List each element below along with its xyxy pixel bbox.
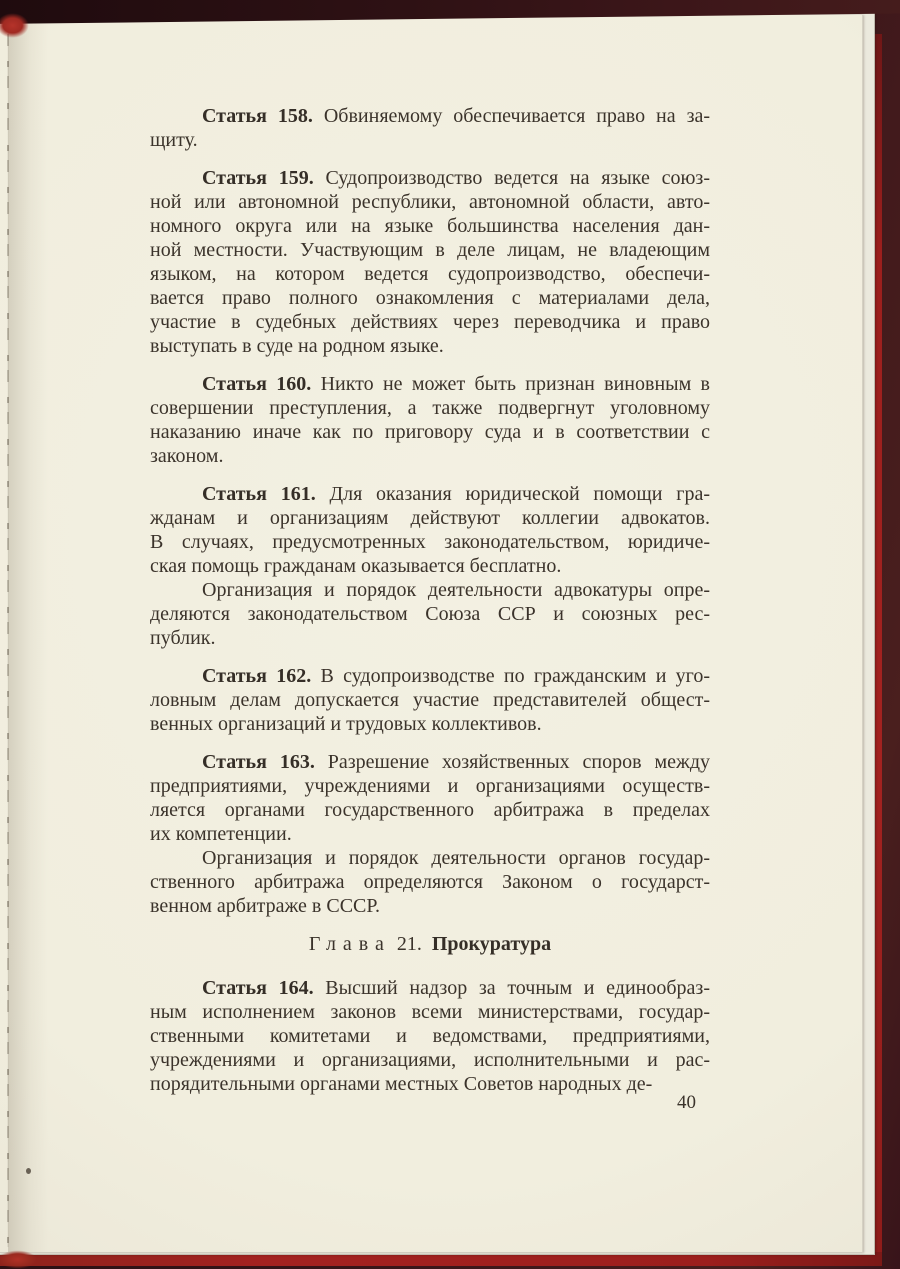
line-text: Обвиняемому обеспечивается право на за- [323, 105, 711, 127]
text-line [150, 372, 710, 396]
text-line [150, 1024, 710, 1048]
article-block [150, 372, 710, 468]
text-line [150, 822, 710, 846]
line-text: Никто не может быть признан виновным в [320, 373, 711, 395]
text-line [150, 750, 710, 774]
article-label: Статья 162. [202, 665, 312, 687]
line-text: публик. [150, 627, 216, 649]
line-text: ной местности. Участвующим в деле лицам, не владеющим [150, 239, 710, 261]
article-label: Статья 164. [202, 977, 314, 999]
line-text: совершении преступления, а также подвергнут уголовному [150, 397, 710, 419]
line-text: щиту. [150, 129, 198, 151]
text-line [150, 506, 710, 530]
article-block [150, 166, 710, 358]
line-text: В случаях, предусмотренных законодательством, юридиче- [150, 531, 710, 553]
article-label: Статья 160. [202, 373, 312, 395]
text-line [150, 626, 710, 650]
line-text: участие в судебных действиях через переводчика и право [150, 311, 710, 333]
chapter-word: Глава [308, 933, 391, 955]
text-line [150, 104, 710, 128]
page-text-block [150, 104, 710, 1096]
paragraph-block [150, 846, 710, 918]
line-text: их компетенции. [150, 823, 292, 845]
line-text: Организация и порядок деятельности адвокатуры опре- [202, 579, 710, 601]
text-line [150, 310, 710, 334]
text-line [150, 396, 710, 420]
article-block [150, 104, 710, 152]
text-line [150, 554, 710, 578]
line-text: Судопроизводство ведется на языке союз- [325, 167, 710, 189]
line-text: законом. [150, 445, 224, 467]
text-line [150, 444, 710, 468]
text-line [150, 214, 710, 238]
line-text: деляются законодательством Союза ССР и союзных рес- [150, 603, 710, 625]
text-line [150, 420, 710, 444]
article-block [150, 750, 710, 846]
text-line [150, 482, 710, 506]
text-line [150, 664, 710, 688]
line-text: Организация и порядок деятельности органов государ- [202, 847, 710, 869]
binding-gutter-line [7, 19, 9, 1247]
red-paint-smudge-bottom-left [0, 1250, 44, 1269]
page-gutter-shadow [8, 15, 48, 1252]
text-line [150, 976, 710, 1000]
line-text: венных организаций и трудовых коллективов. [150, 713, 542, 735]
line-text: Разрешение хозяйственных споров между [327, 751, 710, 773]
text-line [150, 688, 710, 712]
line-text: жданам и организациям действуют коллегии адвокатов. [150, 507, 710, 529]
text-line [150, 846, 710, 870]
chapter-heading [150, 932, 710, 956]
text-line [150, 798, 710, 822]
line-text: ловным делам допускается участие представителей общест- [150, 689, 710, 711]
text-line [150, 578, 710, 602]
text-line [150, 712, 710, 736]
line-text: номного округа или на языке большинства населения дан- [150, 215, 710, 237]
line-text: ной или автономной республики, автономной области, авто- [150, 191, 710, 213]
line-text: предприятиями, учреждениями и организациями осуществ- [150, 775, 710, 797]
text-line [150, 262, 710, 286]
line-text: ская помощь гражданам оказывается бесплатно. [150, 555, 562, 577]
line-text: ственными комитетами и ведомствами, предприятиями, [150, 1025, 710, 1047]
text-line [150, 286, 710, 310]
line-text: Для оказания юридической помощи гра- [329, 483, 710, 505]
line-text: наказанию иначе как по приговору суда и в соответствии с [150, 421, 710, 443]
article-label: Статья 158. [202, 105, 313, 127]
text-line [150, 602, 710, 626]
line-text: венном арбитраже в СССР. [150, 895, 381, 917]
article-block [150, 976, 710, 1096]
chapter-number: 21. [396, 933, 422, 955]
ink-speck [26, 1168, 31, 1174]
text-line [150, 1048, 710, 1072]
text-line [150, 774, 710, 798]
text-line [150, 1000, 710, 1024]
article-label: Статья 159. [202, 167, 314, 189]
line-text: выступать в суде на родном языке. [150, 335, 444, 357]
line-text: ным исполнением законов всеми министерствами, государ- [150, 1001, 710, 1023]
text-line [150, 238, 710, 262]
text-line [150, 894, 710, 918]
line-text: ляется органами государственного арбитража в пределах [150, 799, 710, 821]
page-number: 40 [677, 1092, 696, 1113]
line-text: ственного арбитража определяются Законом о государст- [150, 871, 710, 893]
line-text: Высший надзор за точным и единообраз- [325, 977, 710, 999]
line-text: В судопроизводстве по гражданским и уго- [320, 665, 711, 687]
line-text: учреждениями и организациями, исполнительными и рас- [150, 1049, 710, 1071]
text-line [150, 334, 710, 358]
text-line [150, 166, 710, 190]
text-line [150, 190, 710, 214]
line-text: вается право полного ознакомления с материалами дела, [150, 287, 710, 309]
article-label: Статья 163. [202, 751, 315, 773]
text-line [150, 128, 710, 152]
chapter-title: Прокуратура [431, 933, 552, 955]
text-line [150, 870, 710, 894]
line-text: порядительными органами местных Советов народных де- [150, 1073, 653, 1095]
paragraph-block [150, 578, 710, 650]
article-block [150, 482, 710, 578]
article-label: Статья 161. [202, 483, 316, 505]
article-block [150, 664, 710, 736]
red-paint-smudge-top-left [0, 12, 36, 42]
line-text: языком, на котором ведется судопроизводство, обеспечи- [150, 263, 710, 285]
text-line [150, 530, 710, 554]
